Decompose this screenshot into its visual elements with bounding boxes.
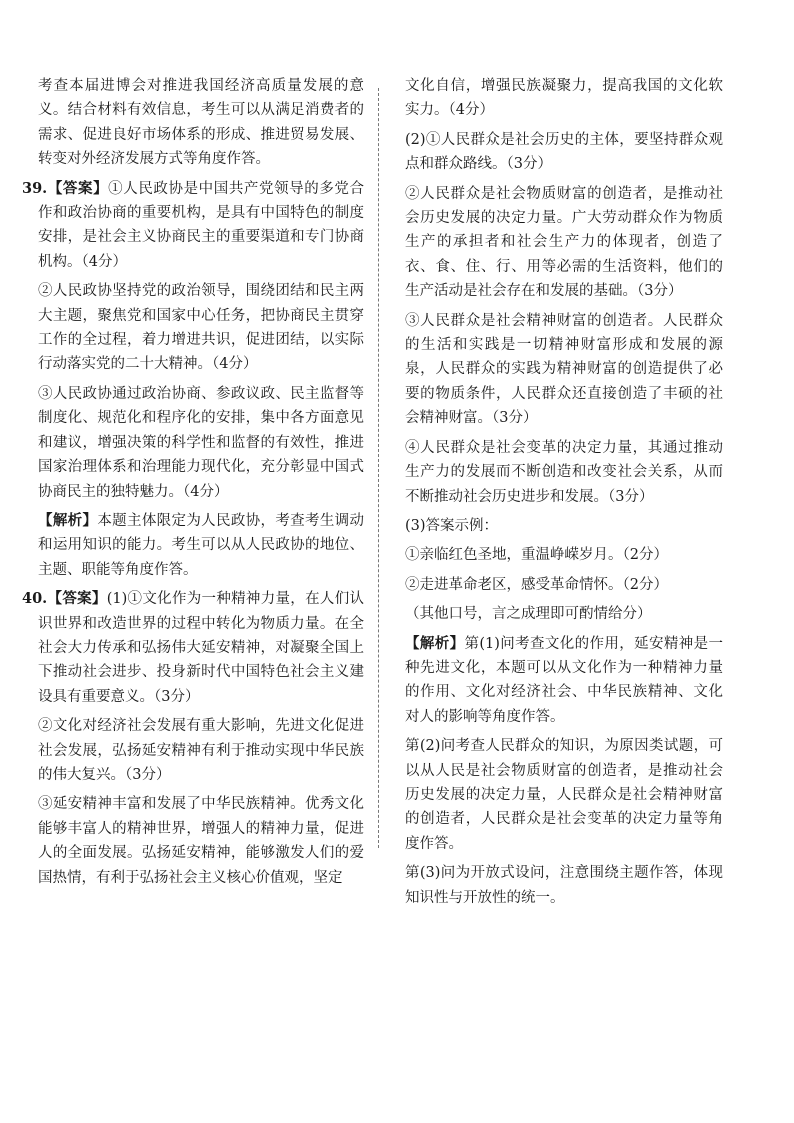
answer-paragraph: ③人民政协通过政治协商、参政议政、民主监督等制度化、规范化和程序化的安排，集中各方面意见和建议，增强决策的科学性和监督的有效性，推进国家治理体系和治理能力现代化，充分彰显中国式协商民主的独特魅力。（4分） [38,385,364,500]
answer-paragraph [22,587,364,709]
answer-paragraph: ③延安精神丰富和发展了中华民族精神。优秀文化能够丰富人的精神世界，增强人的精神力量，促进人的全面发展。弘扬延安精神，能够激发人们的爱国热情，有利于弘扬社会主义核心价值观，坚定 [38,796,364,886]
right-column [405,74,723,915]
answer-text: (1)①文化作为一种精神力量，在人们认识世界和改造世界的过程中转化为物质力量。在全社会大力传承和弘扬伟大延安精神，对凝聚全国上下推动社会进步、投身新时代中国特色社会主义建设具有重要意义。（3分） [38,591,364,705]
analysis-paragraph [405,632,723,730]
analysis-tag: 【解析】 [405,634,465,652]
answer-text: ①人民政协是中国共产党领导的多党合作和政治协商的重要机构，是具有中国特色的制度安排，是社会主义协商民主的重要渠道和专门协商机构。（4分） [38,180,364,270]
answer-paragraph: ②人民政协坚持党的政治领导，围绕团结和民主两大主题，聚焦党和国家中心任务，把协商民主贯穿工作的全过程，着力增进共识，促进团结，以实际行动落实党的二十大精神。（4分） [38,283,364,373]
answer-paragraph: ③人民群众是社会精神财富的创造者。人民群众的生活和实践是一切精神财富形成和发展的源泉，人民群众的实践为精神财富的创造提供了必要的物质条件，人民群众还直接创造了丰硕的社会精神财富。（3分） [405,312,723,427]
answer-paragraph: （其他口号，言之成理即可酌情给分） [405,606,652,623]
analysis-text: 本题主体限定为人民政协，考查考生调动和运用知识的能力。考生可以从人民政协的地位、主题、职能等角度作答。 [38,512,365,578]
answer-paragraph: ②走进革命老区，感受革命情怀。（2分） [405,576,668,593]
question-39 [22,177,364,583]
analysis-tag: 【解析】 [38,511,98,529]
analysis-paragraph: 第(2)问考查人民群众的知识，为原因类试题，可以从人民是社会物质财富的创造者，是推动社会历史发展的决定力量，人民群众是社会精神财富的创造者，人民群众是社会变革的决定力量等角度作答。 [405,738,723,852]
answer-paragraph: ④人民群众是社会变革的决定力量，其通过推动生产力的发展而不断创造和改变社会关系，从而不断推动社会历史进步和发展。（3分） [405,439,723,505]
answer-tag: 【答案】 [47,179,109,197]
answer-paragraph: ②文化对经济社会发展有重大影响，先进文化促进社会发展，弘扬延安精神有利于推动实现中华民族的伟大复兴。（3分） [38,718,364,783]
analysis-paragraph: 第(3)问为开放式设问，注意围绕主题作答，体现知识性与开放性的统一。 [405,865,723,906]
answer-paragraph: 文化自信，增强民族凝聚力，提高我国的文化软实力。（4分） [405,78,723,119]
analysis-text: 第(1)问考查文化的作用，延安精神是一种先进文化，本题可以从文化作为一种精神力量的作用、文化对经济社会、中华民族精神、文化对人的影响等角度作答。 [405,635,724,725]
answer-tag: 【答案】 [47,590,107,608]
answer-paragraph: (3)答案示例： [405,517,499,534]
question-number: 39. [22,179,48,197]
question-40 [22,587,364,890]
left-column [22,74,364,895]
analysis-paragraph [22,509,364,582]
question-number: 40. [22,590,48,608]
answer-paragraph: ①亲临红色圣地，重温峥嵘岁月。（2分） [405,547,668,564]
answer-paragraph: ②人民群众是社会物质财富的创造者，是推动社会历史发展的决定力量。广大劳动群众作为物质生产的承担者和社会生产力的体现者，创造了衣、食、住、行、用等必需的生活资料，他们的生产活动是社会存在和发展的基础。（3分） [405,185,723,300]
paragraph: 考查本届进博会对推进我国经济高质量发展的意义。结合材料有效信息，考生可以从满足消费者的需求、促进良好市场体系的形成、推进贸易发展、转变对外经济发展方式等角度作答。 [38,78,364,168]
answer-paragraph [22,177,364,275]
column-divider [378,88,379,848]
answer-paragraph: (2)①人民群众是社会历史的主体，要坚持群众观点和群众路线。（3分） [405,131,723,173]
